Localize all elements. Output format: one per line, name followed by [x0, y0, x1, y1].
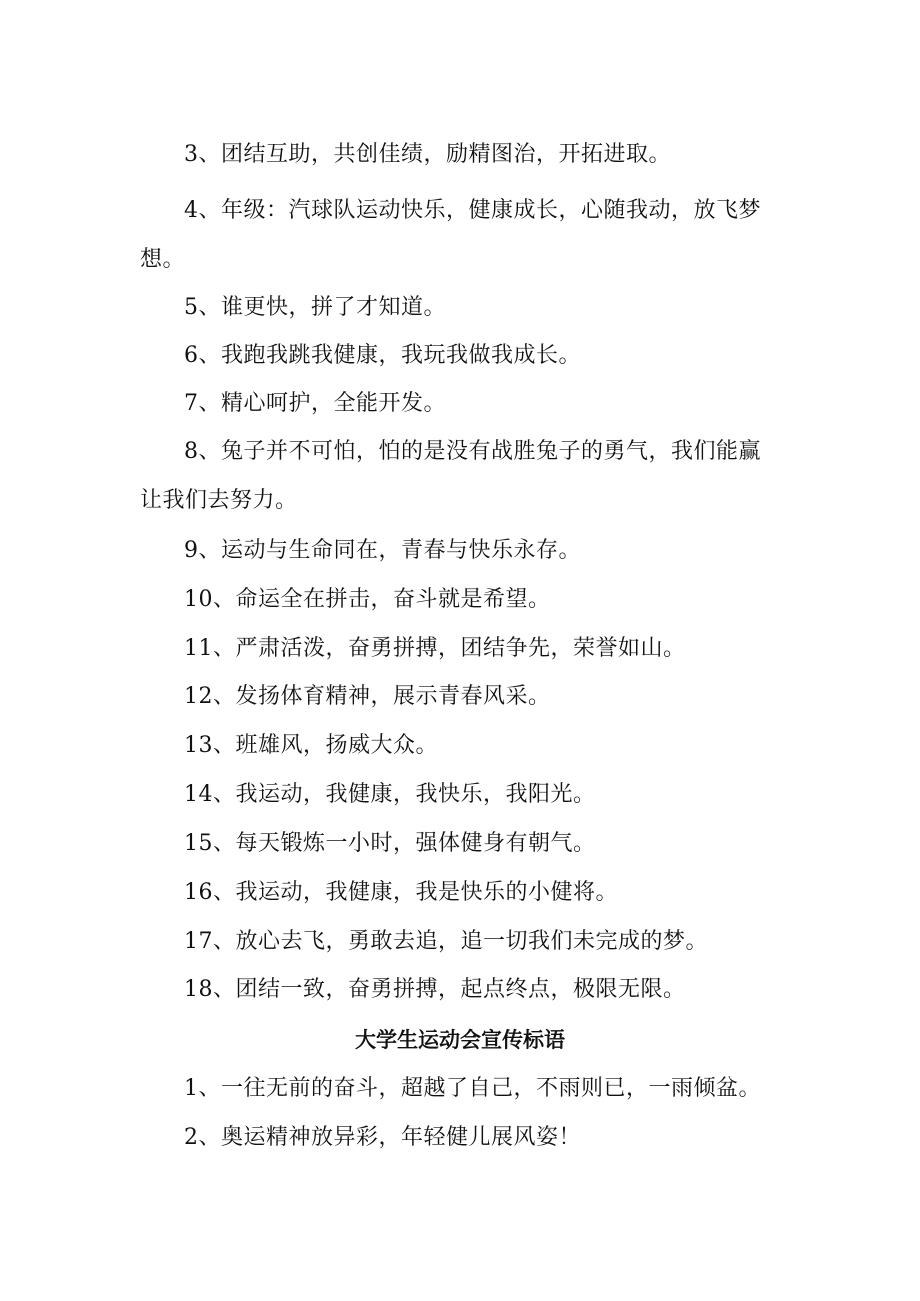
slogan-item: 7、精心呵护，全能开发。	[184, 391, 446, 416]
slogan-item: 10、命运全在拼击，奋斗就是希望。	[184, 587, 551, 612]
section-heading: 大学生运动会宣传标语	[355, 1028, 565, 1052]
slogan-item: 6、我跑我跳我健康，我玩我做我成长。	[184, 343, 581, 368]
slogan-item: 17、放心去飞，勇敢去追，追一切我们未完成的梦。	[184, 929, 708, 954]
slogan-item: 16、我运动，我健康，我是快乐的小健将。	[184, 880, 618, 905]
slogan-item: 3、团结互助，共创佳绩，励精图治，开拓进取。	[184, 142, 671, 167]
slogan-item: 12、发扬体育精神，展示青春风采。	[184, 684, 551, 709]
slogan-item: 2、奥运精神放异彩，年轻健儿展风姿！	[184, 1125, 581, 1150]
slogan-item: 14、我运动，我健康，我快乐，我阳光。	[184, 782, 596, 807]
slogan-item: 5、谁更快，拼了才知道。	[184, 295, 446, 320]
slogan-item: 11、严肃活泼，奋勇拼搏，团结争先，荣誉如山。	[184, 636, 686, 661]
slogan-item: 8、兔子并不可怕，怕的是没有战胜兔子的勇气，我们能赢让我们去努力。	[140, 439, 761, 513]
slogan-item: 15、每天锻炼一小时，强体健身有朝气。	[184, 831, 596, 856]
slogan-item: 9、运动与生命同在，青春与快乐永存。	[184, 538, 581, 563]
slogan-item: 18、团结一致，奋勇拼搏，起点终点，极限无限。	[184, 977, 686, 1002]
slogan-item: 13、班雄风，扬威大众。	[184, 733, 438, 758]
slogan-item: 1、一往无前的奋斗，超越了自己，不雨则已，一雨倾盆。	[184, 1076, 761, 1101]
slogan-item: 4、年级：汽球队运动快乐，健康成长，心随我动，放飞梦想。	[140, 198, 761, 272]
